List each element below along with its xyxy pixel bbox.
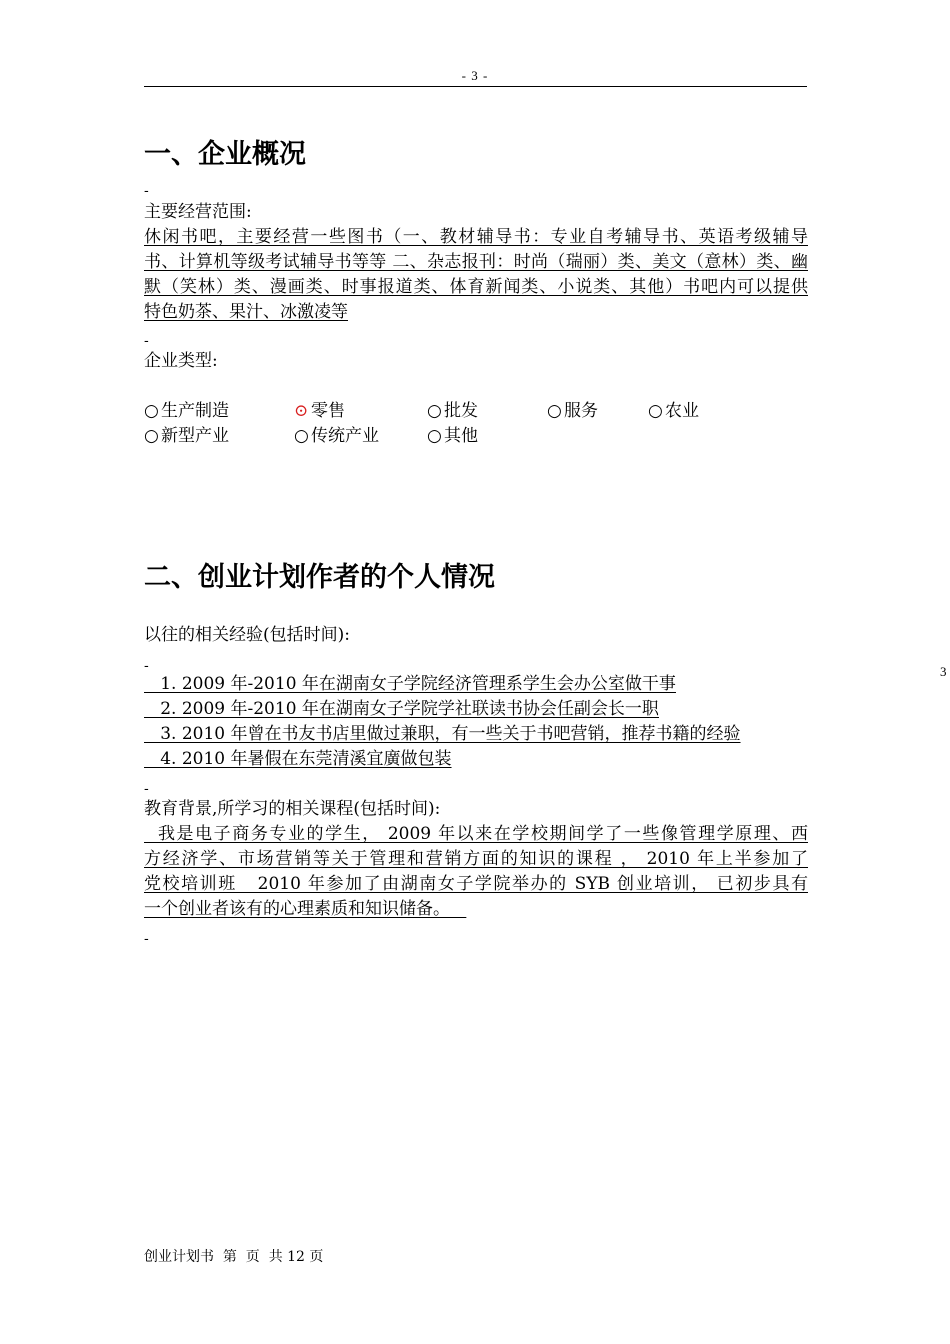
radio-other[interactable] <box>427 424 478 448</box>
dash-mark: - <box>144 931 149 947</box>
experience-list <box>144 672 808 772</box>
radio-agriculture[interactable] <box>648 399 699 423</box>
education-line: 党校培训班 2010 年参加了由湖南女子学院举办的 SYB 创业培训， 已初步具有 <box>144 874 808 894</box>
scope-line: 特色奶茶、果汁、冰激凌等 <box>144 302 348 322</box>
education-line: 方经济学、市场营销等关于管理和营销方面的知识的课程 ， 2010 年上半参加了 <box>144 849 808 869</box>
scope-line: 休闲书吧，主要经营一些图书（一、教材辅导书：专业自考辅导书、英语考级辅导 <box>144 227 808 247</box>
radio-traditional-industry[interactable] <box>294 424 379 448</box>
radio-label: 其他 <box>444 426 478 446</box>
radio-service[interactable] <box>547 399 598 423</box>
radio-unselected-icon: ○ <box>547 401 562 421</box>
enterprise-type-label: 企业类型: <box>144 351 218 371</box>
dash-mark: - <box>144 183 149 199</box>
experience-label: 以往的相关经验(包括时间): <box>144 625 350 645</box>
radio-label: 传统产业 <box>311 426 379 446</box>
radio-label: 生产制造 <box>161 401 229 421</box>
dash-mark: - <box>144 658 149 674</box>
radio-label: 服务 <box>564 401 598 421</box>
footer: 创业计划书 第 页 共 12 页 <box>144 1249 324 1265</box>
radio-selected-icon: ⊙ <box>294 401 309 421</box>
radio-new-industry[interactable] <box>144 424 229 448</box>
radio-unselected-icon: ○ <box>427 426 442 446</box>
education-line: 一个创业者该有的心理素质和知识储备。 <box>144 899 467 919</box>
page-number: - 3 - <box>461 68 489 83</box>
experience-item: 2. 2009 年-2010 年在湖南女子学院学社联读书协会任副会长一职 <box>144 699 659 719</box>
header-rule <box>144 86 807 87</box>
scope-text <box>144 225 808 325</box>
dash-mark: - <box>144 333 149 349</box>
dash-mark: - <box>144 781 149 797</box>
experience-item: 3. 2010 年曾在书友书店里做过兼职，有一些关于书吧营销，推荐书籍的经验 <box>144 724 741 744</box>
radio-unselected-icon: ○ <box>427 401 442 421</box>
scope-line: 书、计算机等级考试辅导书等等 二、杂志报刊：时尚（瑞丽）类、美文（意林）类、幽 <box>144 252 808 272</box>
radio-unselected-icon: ○ <box>144 401 159 421</box>
experience-item: 1. 2009 年-2010 年在湖南女子学院经济管理系学生会办公室做干事 <box>144 674 676 694</box>
radio-label: 新型产业 <box>161 426 229 446</box>
radio-label: 零售 <box>311 401 345 421</box>
side-page-number: 3 <box>940 664 947 679</box>
radio-label: 农业 <box>665 401 699 421</box>
scope-line: 默（笑林）类、漫画类、时事报道类、体育新闻类、小说类、其他）书吧内可以提供 <box>144 277 808 297</box>
radio-unselected-icon: ○ <box>144 426 159 446</box>
section-title-overview: 一、企业概况 <box>144 139 306 170</box>
radio-label: 批发 <box>444 401 478 421</box>
education-label: 教育背景,所学习的相关课程(包括时间): <box>144 799 441 819</box>
radio-wholesale[interactable] <box>427 399 478 423</box>
scope-label: 主要经营范围: <box>144 202 252 222</box>
radio-manufacturing[interactable] <box>144 399 229 423</box>
radio-retail[interactable] <box>294 399 345 423</box>
education-line: 我是电子商务专业的学生， 2009 年以来在学校期间学了一些像管理学原理、西 <box>144 824 808 844</box>
education-text <box>144 822 808 922</box>
experience-item: 4. 2010 年暑假在东莞清溪宜廣做包装 <box>144 749 452 769</box>
radio-unselected-icon: ○ <box>294 426 309 446</box>
radio-unselected-icon: ○ <box>648 401 663 421</box>
section-title-author: 二、创业计划作者的个人情况 <box>144 562 495 593</box>
